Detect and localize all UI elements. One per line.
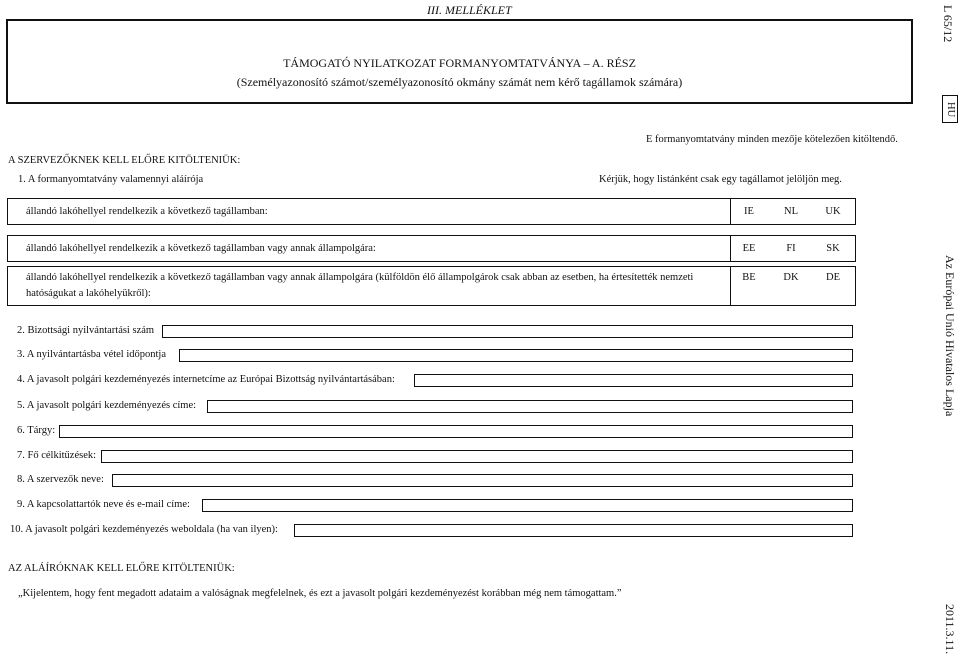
initiative-website-field[interactable] (294, 524, 853, 537)
member-state-row-2 (7, 235, 856, 262)
country-checkbox-dk[interactable]: DK (783, 272, 799, 283)
registration-date-field[interactable] (179, 349, 853, 362)
form-subtitle: (Személyazonosító számot/személyazonosító okmány számát nem kérő tagállamok számára) (236, 75, 683, 89)
member-state-row-1 (7, 198, 856, 225)
organisers-heading: A SZERVEZŐKNEK KELL ELŐRE KITÖLTENIÜK: (8, 155, 241, 166)
page-reference: L 65/12 (941, 5, 955, 43)
subject-matter-field[interactable] (59, 425, 853, 438)
journal-name: Az Európai Unió Hivatalos Lapja (943, 255, 957, 417)
publication-date: 2011.3.11. (943, 604, 957, 655)
form-title: TÁMOGATÓ NYILATKOZAT FORMANYOMTATVÁNYA – A. RÉSZ (283, 56, 636, 70)
row-2-text: állandó lakóhellyel rendelkezik a következő tagállamban vagy annak állampolgára: (26, 243, 376, 254)
field-2-label: 2. Bizottsági nyilvántartási szám (17, 325, 155, 336)
field-8-label: 8. A szervezők neve: (17, 474, 104, 485)
initiative-title-field[interactable] (207, 400, 853, 413)
annex-label: III. MELLÉKLET (427, 3, 512, 17)
field-4-label: 4. A javasolt polgári kezdeményezés internetcíme az Európai Bizottság nyilvántartásában: (17, 374, 395, 385)
country-checkbox-ee[interactable]: EE (742, 243, 756, 254)
country-checkbox-nl[interactable]: NL (784, 206, 798, 217)
member-state-row-3 (7, 266, 856, 306)
row-3-text-line2: hatóságukat a lakóhelyükről): (26, 288, 151, 299)
field-3-label: 3. A nyilvántartásba vétel időpontja (17, 349, 167, 360)
organisers-names-field[interactable] (112, 474, 853, 487)
country-checkbox-ie[interactable]: IE (744, 206, 754, 217)
item1-instruction: Kérjük, hogy listánként csak egy tagállamot jelöljön meg. (599, 174, 842, 185)
field-9-label: 9. A kapcsolattartók neve és e-mail címe: (17, 499, 190, 510)
field-5-label: 5. A javasolt polgári kezdeményezés címe: (17, 400, 197, 411)
item1-label: 1. A formanyomtatvány valamennyi aláírója (18, 174, 204, 185)
signatories-heading: AZ ALÁÍRÓKNAK KELL ELŐRE KITÖLTENIÜK: (8, 563, 235, 574)
field-6-label: 6. Tárgy: (17, 425, 56, 436)
registration-number-field[interactable] (162, 325, 853, 338)
country-checkbox-sk[interactable]: SK (826, 243, 840, 254)
register-web-address-field[interactable] (414, 374, 853, 387)
declaration-text: „Kijelentem, hogy fent megadott adataim a valóságnak megfelelnek, és ezt a javasolt polgári kezdeményezést korábban még nem támogattam.” (18, 588, 622, 599)
country-checkbox-uk[interactable]: UK (825, 206, 841, 217)
row-3-text: állandó lakóhellyel rendelkezik a következő tagállamban vagy annak állampolgára (külföldön élő állampolgárok csak abban az esetben, ha értesítették nemzeti (26, 272, 694, 283)
language-code: HU (945, 102, 956, 118)
contact-persons-field[interactable] (202, 499, 853, 512)
main-objectives-field[interactable] (101, 450, 853, 463)
mandatory-notice: E formanyomtatvány minden mezője kötelezően kitöltendő. (646, 134, 898, 145)
country-checkbox-be[interactable]: BE (742, 272, 756, 283)
field-10-label: 10. A javasolt polgári kezdeményezés weboldala (ha van ilyen): (10, 524, 278, 535)
title-box (6, 19, 913, 104)
field-7-label: 7. Fő célkitűzések: (17, 450, 97, 461)
language-box (942, 95, 958, 123)
country-checkbox-fi[interactable]: FI (786, 243, 796, 254)
row-1-text: állandó lakóhellyel rendelkezik a következő tagállamban: (26, 206, 268, 217)
country-checkbox-de[interactable]: DE (826, 272, 840, 283)
